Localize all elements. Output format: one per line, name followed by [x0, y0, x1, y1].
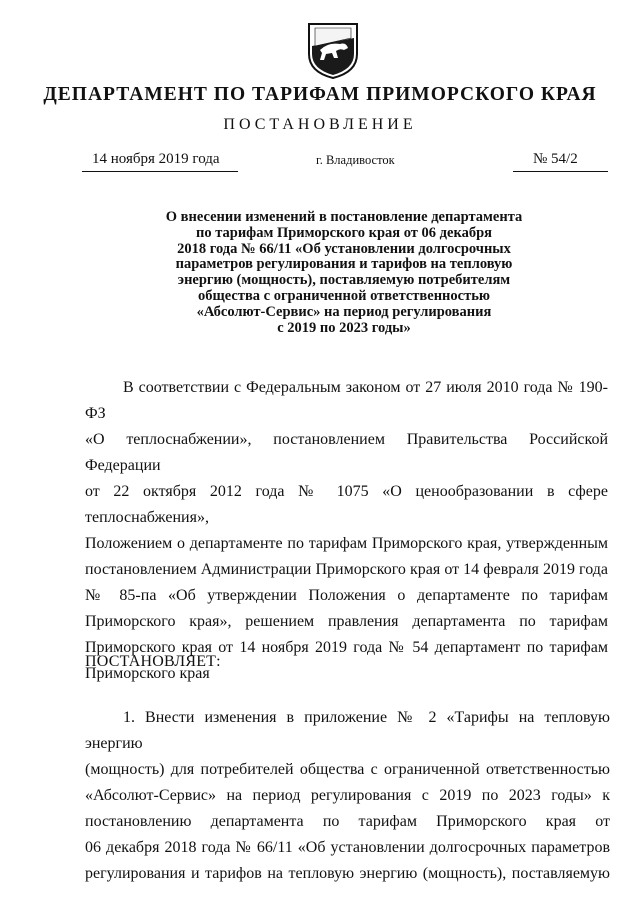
document-date: 14 ноября 2019 года: [92, 151, 220, 167]
preamble-paragraph: [85, 375, 608, 687]
subject-line: общества с ограниченной ответственностью: [198, 287, 490, 304]
preamble-line: Приморского края», решением правления департамента по тарифам: [85, 613, 608, 630]
item-1-line: (мощность) для потребителей общества с ограниченной ответственностью: [85, 761, 610, 778]
number-underline: [513, 171, 608, 172]
preamble-line: Положением о департаменте по тарифам Приморского края, утвержденным: [85, 535, 608, 552]
subject-line: по тарифам Приморского края от 06 декабря: [195, 224, 492, 241]
resolve-heading: ПОСТАНОВЛЯЕТ:: [85, 653, 221, 670]
subject-line: энергию (мощность), поставляемую потребителям: [177, 272, 511, 289]
subject-line: параметров регулирования и тарифов на тепловую: [175, 256, 513, 273]
subject-line: с 2019 по 2023 годы»: [277, 319, 411, 336]
preamble-line: Приморского края: [85, 665, 210, 682]
primorsky-krai-coat-of-arms-icon: [306, 20, 360, 80]
item-1-line: 06 декабря 2018 года № 66/11 «Об установлении долгосрочных параметров: [85, 839, 610, 856]
item-1-line: регулирования и тарифов на тепловую энергию (мощность), поставляемую: [85, 865, 610, 882]
item-1-line: постановлению департамента по тарифам Приморского края от: [85, 813, 610, 830]
preamble-line: «О теплоснабжении», постановлением Правительства Российской Федерации: [85, 431, 608, 474]
item-1-line: 1. Внести изменения в приложение № 2 «Тарифы на тепловую энергию: [85, 709, 610, 752]
preamble-line: В соответствии с Федеральным законом от 27 июля 2010 года № 190-ФЗ: [85, 379, 608, 422]
department-title: ДЕПАРТАМЕНТ ПО ТАРИФАМ ПРИМОРСКОГО КРАЯ: [43, 84, 597, 105]
document-type: ПОСТАНОВЛЕНИЕ: [223, 116, 417, 133]
document-subject: [148, 210, 540, 336]
item-1-line: «Абсолют-Сервис» на период регулирования с 2019 по 2023 годы» к: [85, 787, 610, 804]
preamble-line: Приморского края от 14 ноября 2019 года № 54 департамент по тарифам: [85, 639, 608, 656]
item-1-paragraph: [85, 705, 610, 887]
subject-line: «Абсолют-Сервис» на период регулирования: [196, 303, 492, 320]
preamble-line: № 85-па «Об утверждении Положения о департаменте по тарифам: [85, 587, 608, 604]
preamble-line: постановлением Администрации Приморского края от 14 февраля 2019 года: [85, 561, 608, 578]
subject-line: О внесении изменений в постановление департамента: [165, 209, 523, 225]
document-number: № 54/2: [533, 151, 578, 167]
document-city: г. Владивосток: [316, 153, 395, 167]
subject-line: 2018 года № 66/11 «Об установлении долгосрочных: [177, 240, 511, 257]
date-underline: [82, 171, 238, 172]
preamble-line: от 22 октября 2012 года № 1075 «О ценообразовании в сфере теплоснабжения»,: [85, 483, 608, 526]
